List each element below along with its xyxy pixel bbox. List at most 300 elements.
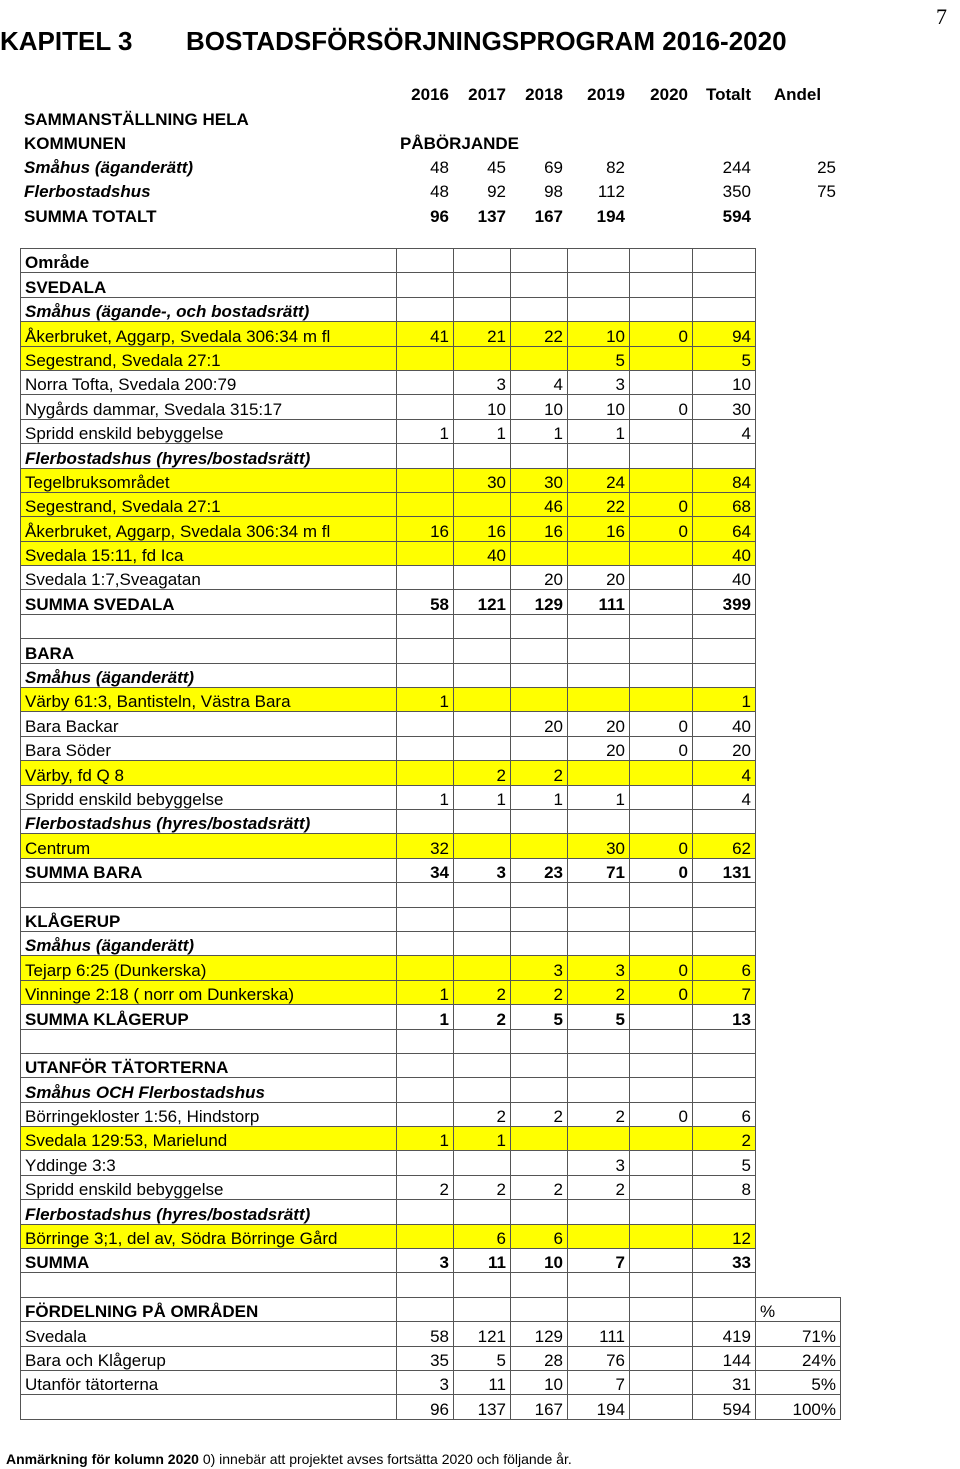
value-cell (568, 809, 630, 833)
value-cell (397, 809, 454, 833)
andel-cell (756, 1078, 841, 1102)
value-cell (693, 614, 756, 638)
value-cell (397, 736, 454, 760)
value-cell (630, 785, 693, 809)
value-cell (630, 419, 693, 443)
value-cell: 3 (397, 1370, 454, 1394)
value-cell (630, 249, 693, 273)
value-cell (397, 1273, 454, 1297)
value-cell: 194 (568, 1395, 630, 1419)
row-label: BARA (21, 639, 397, 663)
value-cell (397, 1151, 454, 1175)
page-number: 7 (936, 4, 947, 29)
row-label: Småhus (ägande-, och bostadsrätt) (21, 297, 397, 321)
value-cell (454, 1200, 511, 1224)
value-cell (397, 249, 454, 273)
column-header: 2018 (525, 85, 563, 105)
andel-cell (756, 614, 841, 638)
row-label: SVEDALA (21, 273, 397, 297)
row-label: Segestrand, Svedala 27:1 (21, 346, 397, 370)
row-label: Värby, fd Q 8 (21, 761, 397, 785)
value-cell: 0 (630, 858, 693, 882)
row-label: Flerbostadshus (hyres/bostadsrätt) (21, 1200, 397, 1224)
value-cell: 0 (630, 395, 693, 419)
column-header: 2017 (468, 85, 506, 105)
value-cell: 40 (693, 541, 756, 565)
value-cell: 12 (693, 1224, 756, 1248)
row-label: Svedala 129:53, Marielund (21, 1127, 397, 1151)
value-cell (755, 201, 840, 225)
value-cell: 13 (693, 1005, 756, 1029)
value-cell (454, 834, 511, 858)
value-cell: 30 (693, 395, 756, 419)
value-cell (630, 809, 693, 833)
andel-cell (756, 931, 841, 955)
value-cell: 2 (568, 1102, 630, 1126)
value-cell (693, 1029, 756, 1053)
row-label: Småhus (äganderätt) (21, 931, 397, 955)
value-cell (511, 1078, 568, 1102)
andel-cell: 100% (756, 1395, 841, 1419)
value-cell (397, 346, 454, 370)
value-cell (454, 346, 511, 370)
row-label: Bara Söder (21, 736, 397, 760)
value-cell (454, 1297, 511, 1321)
value-cell: 0 (630, 1102, 693, 1126)
value-cell (630, 444, 693, 468)
value-cell (454, 249, 511, 273)
value-cell (693, 931, 756, 955)
andel-cell (756, 688, 841, 712)
value-cell (511, 809, 568, 833)
value-cell (630, 1029, 693, 1053)
value-cell (511, 1151, 568, 1175)
value-cell: 58 (397, 590, 454, 614)
table-row (21, 907, 841, 931)
value-cell: 22 (568, 492, 630, 516)
row-label: Svedala (21, 1322, 397, 1346)
andel-cell (756, 419, 841, 443)
value-cell (397, 931, 454, 955)
value-cell (454, 712, 511, 736)
value-cell: 35 (397, 1346, 454, 1370)
value-cell (630, 761, 693, 785)
value-cell (568, 1053, 630, 1077)
value-cell (511, 639, 568, 663)
value-cell (454, 931, 511, 955)
value-cell (630, 1395, 693, 1419)
table-row (21, 297, 841, 321)
table-row (21, 785, 841, 809)
row-label: Spridd enskild bebyggelse (21, 419, 397, 443)
value-cell: 20 (568, 736, 630, 760)
value-cell (397, 907, 454, 931)
value-cell (630, 1151, 693, 1175)
value-cell: 0 (630, 492, 693, 516)
table-row (21, 1200, 841, 1224)
value-cell (454, 614, 511, 638)
value-cell (630, 1127, 693, 1151)
value-cell: 20 (568, 712, 630, 736)
value-cell: 0 (630, 834, 693, 858)
value-cell (511, 1053, 568, 1077)
table-row (21, 444, 841, 468)
value-cell (693, 249, 756, 273)
value-cell (693, 809, 756, 833)
value-cell: 16 (568, 517, 630, 541)
value-cell (397, 395, 454, 419)
value-cell: 0 (630, 712, 693, 736)
andel-cell (756, 1273, 841, 1297)
value-cell: 1 (397, 688, 454, 712)
value-cell: 96 (430, 206, 449, 226)
value-cell: 1 (568, 419, 630, 443)
value-cell (397, 1029, 454, 1053)
value-cell: 144 (693, 1346, 756, 1370)
table-row (21, 468, 841, 492)
andel-cell (756, 395, 841, 419)
value-cell: 1 (454, 1127, 511, 1151)
value-cell: 10 (568, 395, 630, 419)
value-cell (397, 370, 454, 394)
table-row (21, 370, 841, 394)
table-row (21, 1370, 841, 1394)
value-cell: 1 (397, 785, 454, 809)
header-blank (20, 80, 396, 104)
value-cell: 20 (568, 566, 630, 590)
value-cell (397, 566, 454, 590)
andel-cell (756, 639, 841, 663)
summary-row (20, 177, 840, 201)
value-cell (511, 1297, 568, 1321)
row-label: Åkerbruket, Aggarp, Svedala 306:34 m fl (21, 322, 397, 346)
projects-table (20, 248, 841, 1420)
value-cell: 11 (454, 1370, 511, 1394)
value-cell: 1 (397, 1005, 454, 1029)
value-cell (568, 1200, 630, 1224)
andel-cell (756, 809, 841, 833)
table-row (21, 322, 841, 346)
value-cell (397, 761, 454, 785)
value-cell: 131 (693, 858, 756, 882)
row-label: Spridd enskild bebyggelse (21, 1175, 397, 1199)
value-cell: 10 (693, 370, 756, 394)
value-cell: 68 (693, 492, 756, 516)
andel-cell (756, 1151, 841, 1175)
value-cell: 8 (693, 1175, 756, 1199)
value-cell: 64 (693, 517, 756, 541)
table-row (21, 590, 841, 614)
value-cell: 121 (454, 1322, 511, 1346)
value-cell (568, 663, 630, 687)
table-row (21, 1297, 841, 1321)
value-cell: 71 (568, 858, 630, 882)
value-cell (397, 712, 454, 736)
value-cell (511, 541, 568, 565)
value-cell: 69 (544, 158, 563, 178)
value-cell (568, 297, 630, 321)
row-label: SUMMA (21, 1249, 397, 1273)
value-cell: 5 (693, 346, 756, 370)
table-row (21, 614, 841, 638)
value-cell: 98 (544, 182, 563, 202)
value-cell (693, 444, 756, 468)
value-cell: 48 (430, 158, 449, 178)
summary-table (20, 80, 840, 226)
value-cell (630, 1224, 693, 1248)
value-cell: 40 (693, 712, 756, 736)
value-cell: 2 (454, 980, 511, 1004)
andel-cell (756, 1029, 841, 1053)
value-cell: 5 (454, 1346, 511, 1370)
value-cell (511, 834, 568, 858)
andel-cell (756, 858, 841, 882)
row-label: Börringekloster 1:56, Hindstorp (21, 1102, 397, 1126)
value-cell: 4 (693, 785, 756, 809)
andel-cell (756, 736, 841, 760)
column-header: 2020 (650, 85, 688, 105)
row-label: Vinninge 2:18 ( norr om Dunkerska) (21, 980, 397, 1004)
value-cell (397, 1224, 454, 1248)
footnote-label: Anmärkning för kolumn 2020 (6, 1451, 199, 1467)
value-cell: 1 (511, 419, 568, 443)
row-label: Område (21, 249, 397, 273)
value-cell: 5 (568, 1005, 630, 1029)
value-cell (693, 663, 756, 687)
table-row (21, 1322, 841, 1346)
value-cell: 2 (568, 980, 630, 1004)
value-cell (630, 1273, 693, 1297)
value-cell: 20 (511, 566, 568, 590)
table-row (21, 883, 841, 907)
value-cell: 3 (568, 1151, 630, 1175)
andel-cell (756, 663, 841, 687)
row-label: Bara Backar (21, 712, 397, 736)
table-row (21, 492, 841, 516)
value-cell: 3 (568, 370, 630, 394)
row-label: SUMMA KLÅGERUP (21, 1005, 397, 1029)
column-header: Totalt (705, 85, 751, 105)
value-cell: 75 (817, 182, 836, 202)
value-cell: 16 (454, 517, 511, 541)
value-cell (397, 1053, 454, 1077)
value-cell: 10 (511, 1249, 568, 1273)
row-label: Nygårds dammar, Svedala 315:17 (21, 395, 397, 419)
value-cell: 40 (454, 541, 511, 565)
value-cell (511, 273, 568, 297)
andel-cell (756, 1005, 841, 1029)
value-cell: 76 (568, 1346, 630, 1370)
value-cell: 1 (693, 688, 756, 712)
andel-cell (756, 980, 841, 1004)
value-cell: 2 (454, 1005, 511, 1029)
value-cell (693, 1273, 756, 1297)
table-row (21, 395, 841, 419)
value-cell (629, 153, 692, 177)
value-cell (397, 297, 454, 321)
row-label: Småhus (äganderätt) (21, 663, 397, 687)
value-cell (630, 1322, 693, 1346)
value-cell: 2 (454, 1102, 511, 1126)
andel-cell (756, 834, 841, 858)
value-cell: 10 (454, 395, 511, 419)
value-cell (397, 492, 454, 516)
row-label: Segestrand, Svedala 27:1 (21, 492, 397, 516)
row-label: Centrum (21, 834, 397, 858)
value-cell (454, 1151, 511, 1175)
value-cell: 137 (477, 206, 506, 226)
value-cell (397, 273, 454, 297)
table-row (21, 1127, 841, 1151)
value-cell (511, 1273, 568, 1297)
andel-cell (756, 956, 841, 980)
value-cell: 4 (693, 761, 756, 785)
value-cell: 7 (568, 1249, 630, 1273)
row-label (21, 614, 397, 638)
table-row (21, 1053, 841, 1077)
value-cell: 6 (454, 1224, 511, 1248)
andel-cell (756, 1127, 841, 1151)
table-row (21, 931, 841, 955)
value-cell (454, 883, 511, 907)
value-cell (454, 1053, 511, 1077)
table-row (21, 1078, 841, 1102)
value-cell (630, 1078, 693, 1102)
value-cell (693, 1053, 756, 1077)
andel-cell (756, 517, 841, 541)
value-cell: 22 (511, 322, 568, 346)
column-header: Andel (773, 85, 822, 105)
value-cell (693, 883, 756, 907)
andel-cell (756, 1102, 841, 1126)
andel-cell (756, 1249, 841, 1273)
andel-cell (756, 566, 841, 590)
row-label: SUMMA BARA (21, 858, 397, 882)
table-row (21, 419, 841, 443)
table-row (21, 956, 841, 980)
table-row (21, 517, 841, 541)
value-cell (454, 736, 511, 760)
value-cell (693, 1200, 756, 1224)
value-cell: 0 (630, 322, 693, 346)
value-cell: 10 (568, 322, 630, 346)
andel-cell (756, 444, 841, 468)
value-cell (511, 931, 568, 955)
andel-cell (756, 883, 841, 907)
value-cell (630, 1249, 693, 1273)
value-cell (454, 639, 511, 663)
row-label: Småhus OCH Flerbostadshus (21, 1078, 397, 1102)
row-label: Svedala 15:11, fd Ica (21, 541, 397, 565)
value-cell: 1 (511, 785, 568, 809)
value-cell (630, 273, 693, 297)
value-cell (629, 177, 692, 201)
value-cell: 167 (511, 1395, 568, 1419)
table-row (21, 1224, 841, 1248)
andel-cell: 5% (756, 1370, 841, 1394)
status-label: PÅBÖRJANDE (400, 133, 520, 153)
value-cell: 594 (722, 206, 751, 226)
summary-row (20, 201, 840, 225)
value-cell (397, 663, 454, 687)
value-cell (397, 883, 454, 907)
summary-heading-row (20, 104, 840, 128)
value-cell (568, 1127, 630, 1151)
value-cell (693, 639, 756, 663)
value-cell: 96 (397, 1395, 454, 1419)
value-cell (630, 614, 693, 638)
value-cell (630, 663, 693, 687)
andel-cell (756, 761, 841, 785)
value-cell: 2 (511, 1175, 568, 1199)
value-cell (568, 639, 630, 663)
value-cell: 5 (568, 346, 630, 370)
value-cell (630, 297, 693, 321)
value-cell (454, 1029, 511, 1053)
value-cell (630, 370, 693, 394)
row-label: KLÅGERUP (21, 907, 397, 931)
value-cell (511, 1127, 568, 1151)
andel-cell (756, 712, 841, 736)
value-cell (454, 566, 511, 590)
value-cell (630, 1370, 693, 1394)
row-label: FÖRDELNING PÅ OMRÅDEN (21, 1297, 397, 1321)
value-cell (454, 297, 511, 321)
table-row (21, 249, 841, 273)
andel-cell (756, 492, 841, 516)
summary-heading-row (20, 129, 840, 153)
value-cell (568, 249, 630, 273)
andel-cell: 71% (756, 1322, 841, 1346)
value-cell (630, 1297, 693, 1321)
andel-cell (756, 249, 841, 273)
value-cell (511, 297, 568, 321)
value-cell: 16 (511, 517, 568, 541)
andel-cell (756, 1200, 841, 1224)
value-cell: 58 (397, 1322, 454, 1346)
value-cell (630, 1346, 693, 1370)
column-header: 2019 (587, 85, 625, 105)
value-cell (568, 444, 630, 468)
summary-row (20, 153, 840, 177)
table-row (21, 541, 841, 565)
row-label: Utanför tätorterna (21, 1370, 397, 1394)
row-label: Flerbostadshus (hyres/bostadsrätt) (21, 444, 397, 468)
value-cell (630, 883, 693, 907)
value-cell: 32 (397, 834, 454, 858)
andel-cell (756, 297, 841, 321)
value-cell (454, 809, 511, 833)
value-cell (693, 907, 756, 931)
row-label: SUMMA SVEDALA (21, 590, 397, 614)
value-cell (454, 907, 511, 931)
row-label: Börringe 3;1, del av, Södra Börringe Gård (21, 1224, 397, 1248)
value-cell (511, 249, 568, 273)
row-label: UTANFÖR TÄTORTERNA (21, 1053, 397, 1077)
value-cell (511, 736, 568, 760)
value-cell: 129 (511, 590, 568, 614)
row-label (21, 1029, 397, 1053)
value-cell: 45 (487, 158, 506, 178)
value-cell: 6 (511, 1224, 568, 1248)
value-cell (511, 346, 568, 370)
andel-cell (756, 273, 841, 297)
value-cell (397, 956, 454, 980)
value-cell (568, 688, 630, 712)
value-cell (568, 1078, 630, 1102)
value-cell (568, 883, 630, 907)
table-row (21, 346, 841, 370)
